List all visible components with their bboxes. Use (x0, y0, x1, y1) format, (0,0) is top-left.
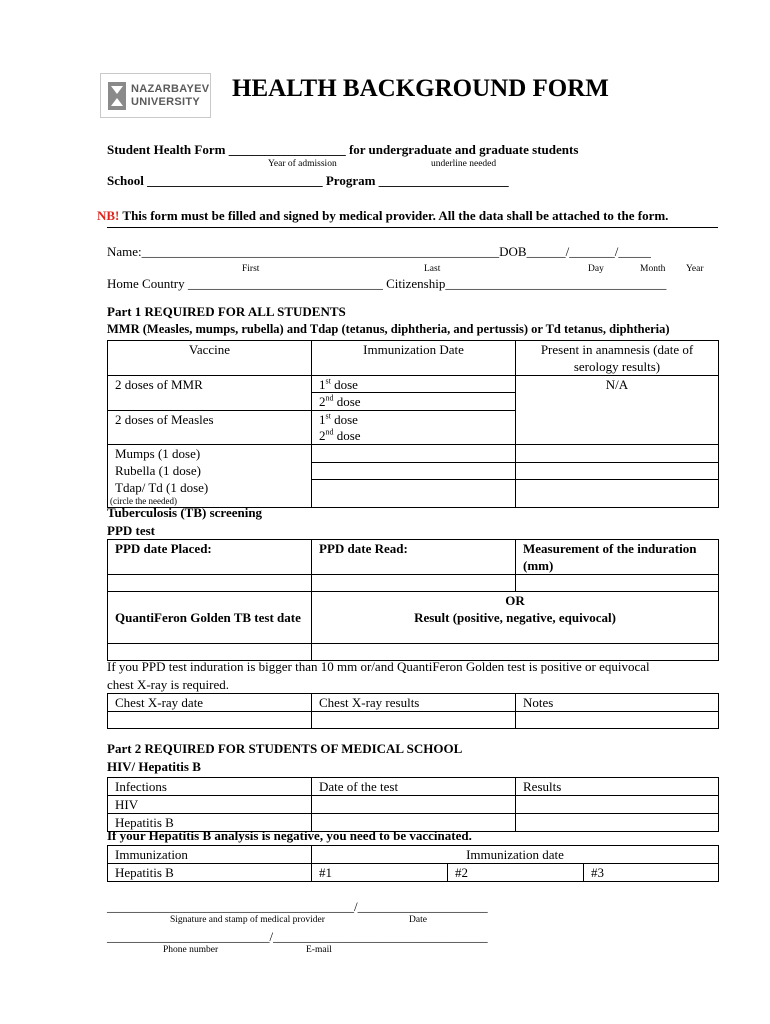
xray-results-cell[interactable] (312, 712, 516, 729)
measles-dose-1[interactable] (312, 411, 515, 427)
dose-3-cell[interactable]: #3 (584, 864, 719, 882)
xray-notes-cell[interactable] (516, 712, 719, 729)
mumps-date-cell[interactable] (312, 445, 516, 463)
dose-2-cell[interactable]: #2 (448, 864, 584, 882)
month-caption: Month (640, 264, 666, 274)
hiv-result-cell[interactable] (516, 796, 719, 814)
year-caption: Year (686, 264, 704, 274)
logo-line-2: UNIVERSITY (131, 96, 201, 108)
name-dob-line[interactable]: Name:_______________________________________________________DOB______/_______/_____ (107, 244, 651, 259)
immunization-header: Immunization (108, 846, 312, 864)
circle-note: (circle the needed) (110, 496, 177, 506)
hepatitis-b-label: Hepatitis B (108, 814, 312, 832)
dose2-sup: nd (325, 393, 334, 403)
underline-needed-caption: underline needed (431, 159, 497, 169)
part2-heading: Part 2 REQUIRED FOR STUDENTS OF MEDICAL SCHOOL (107, 741, 463, 756)
immunization-date-header: Immunization date (312, 846, 719, 864)
form-title: HEALTH BACKGROUND FORM (232, 75, 609, 102)
xray-date-cell[interactable] (108, 712, 312, 729)
results-header: Results (516, 778, 719, 796)
nb-text: This form must be filled and signed by medical provider. All the data shall be attached to the form. (119, 208, 669, 223)
university-emblem-icon (108, 82, 126, 110)
country-citizenship-line[interactable]: Home Country ______________________________ Citizenship__________________________________ (107, 276, 667, 291)
rubella-label: Rubella (1 dose) (108, 462, 312, 479)
result-header: Result (positive, negative, equivocal) (312, 609, 719, 643)
first-caption: First (242, 264, 260, 274)
date-caption: Date (409, 915, 427, 925)
email-caption: E-mail (306, 945, 332, 955)
tb-heading: Tuberculosis (TB) screening (107, 505, 263, 520)
logo-line-1: NAZARBAYEV (131, 83, 210, 95)
hiv-date-cell[interactable] (312, 796, 516, 814)
xray-results-header: Chest X-ray results (312, 694, 516, 712)
ppd-placed-header: PPD date Placed: (108, 540, 312, 575)
hepatitis-b-result-cell[interactable] (516, 814, 719, 832)
measles-anamnesis-cell[interactable] (516, 411, 719, 445)
nb-label: NB! (97, 208, 120, 223)
tdap-anamnesis-cell[interactable] (516, 479, 719, 507)
xray-date-header: Chest X-ray date (108, 694, 312, 712)
signature-caption: Signature and stamp of medical provider (170, 915, 325, 925)
dose-word: dose (333, 428, 361, 443)
mmr-label: 2 doses of MMR (108, 376, 312, 411)
mumps-anamnesis-cell[interactable] (516, 445, 719, 463)
ppd-placed-cell[interactable] (108, 575, 312, 592)
dose1-number: 1 (319, 412, 326, 427)
tdap-label: Tdap/ Td (1 dose) (115, 480, 209, 495)
divider (107, 227, 718, 228)
dose2-number: 2 (319, 428, 326, 443)
nb-notice (97, 208, 668, 224)
measurement-header: Measurement of the induration (mm) (516, 540, 719, 575)
signature-date-line[interactable]: ______________________________________/____________________ (107, 899, 488, 914)
phone-caption: Phone number (163, 945, 219, 955)
dose-word: dose (330, 377, 358, 392)
rubella-anamnesis-cell[interactable] (516, 462, 719, 479)
hiv-label: HIV (108, 796, 312, 814)
tb-table (107, 539, 719, 661)
part1-subheading: MMR (Measles, mumps, rubella) and Tdap (tetanus, diphtheria, and pertussis) or Td tetanus, diphtheria) (107, 322, 670, 336)
university-logo (100, 73, 211, 118)
vaccine-table (107, 340, 719, 508)
infections-header: Infections (108, 778, 312, 796)
immunization-table (107, 845, 719, 882)
tdap-date-cell[interactable] (312, 479, 516, 507)
hepatitis-b-note: If your Hepatitis B analysis is negative, you need to be vaccinated. (107, 828, 472, 843)
tdap-cell (108, 479, 312, 507)
phone-email-line[interactable]: _________________________/_________________________________ (107, 929, 488, 944)
dose1-sup: st (325, 376, 331, 386)
infections-table (107, 777, 719, 832)
dose-word: dose (333, 394, 361, 409)
or-label: OR (312, 592, 719, 610)
xray-table (107, 693, 719, 729)
quanti-result-cell[interactable] (312, 643, 719, 660)
dose-word: dose (330, 412, 358, 427)
dose2-number: 2 (319, 394, 326, 409)
quanti-header: QuantiFeron Golden TB test date (108, 609, 312, 643)
measurement-cell[interactable] (516, 575, 719, 592)
xray-note-line-1: If you PPD test induration is bigger than 10 mm or/and QuantiFeron Golden test is positive or equivocal (107, 659, 650, 674)
dose2-sup: nd (325, 427, 334, 437)
measles-dose-cell[interactable] (312, 411, 516, 445)
immunization-date-header: Immunization Date (312, 341, 516, 376)
mmr-dose-1[interactable] (312, 376, 516, 392)
part1-heading: Part 1 REQUIRED FOR ALL STUDENTS (107, 304, 346, 319)
xray-note-line-2: chest X-ray is required. (107, 677, 230, 692)
quanti-spacer (108, 592, 312, 610)
mmr-dose-cell[interactable] (312, 376, 516, 411)
student-health-line[interactable]: Student Health Form __________________ for undergraduate and graduate students (107, 142, 579, 157)
anamnesis-header: Present in anamnesis (date of serology results) (516, 341, 719, 376)
year-of-admission-caption: Year of admission (268, 159, 337, 169)
measles-dose-2[interactable] (312, 427, 515, 444)
dose1-sup: st (325, 411, 331, 421)
xray-notes-header: Notes (516, 694, 719, 712)
mmr-dose-2[interactable] (312, 392, 516, 410)
hepatitis-b-imm-label: Hepatitis B (108, 864, 312, 882)
rubella-date-cell[interactable] (312, 462, 516, 479)
ppd-heading: PPD test (107, 523, 156, 538)
school-program-line[interactable]: School ___________________________ Program ____________________ (107, 173, 509, 188)
dose-1-cell[interactable]: #1 (312, 864, 448, 882)
day-caption: Day (588, 264, 604, 274)
ppd-read-header: PPD date Read: (312, 540, 516, 575)
vaccine-header: Vaccine (108, 341, 312, 376)
dose1-number: 1 (319, 377, 326, 392)
quanti-date-cell[interactable] (108, 643, 312, 660)
mumps-label: Mumps (1 dose) (108, 445, 312, 463)
mmr-na: N/A (516, 376, 719, 411)
ppd-read-cell[interactable] (312, 575, 516, 592)
test-date-header: Date of the test (312, 778, 516, 796)
part2-subheading: HIV/ Hepatitis B (107, 759, 201, 774)
measles-label: 2 doses of Measles (108, 411, 312, 445)
last-caption: Last (424, 264, 441, 274)
